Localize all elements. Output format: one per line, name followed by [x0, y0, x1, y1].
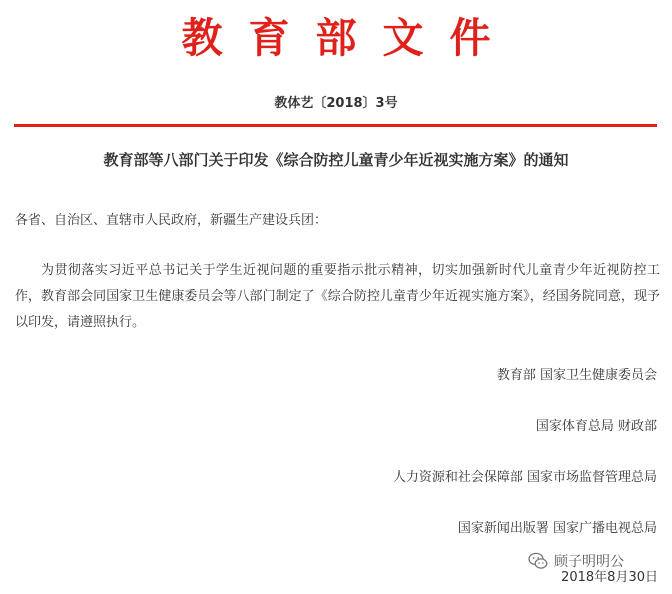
signatory-line: 国家体育总局 财政部: [535, 419, 657, 434]
document-date: 2018年8月30日: [561, 570, 658, 585]
document-number: 教体艺〔2018〕3号: [274, 96, 398, 111]
watermark-text: 顾子明明公: [554, 554, 624, 570]
wechat-icon: [528, 551, 548, 571]
notice-title: 教育部等八部门关于印发《综合防控儿童青少年近视实施方案》的通知: [103, 151, 569, 169]
document-header-title: 教育部文件: [181, 14, 517, 62]
salutation: 各省、自治区、直辖市人民政府，新疆生产建设兵团：: [15, 213, 328, 228]
signatory-line: 国家新闻出版署 国家广播电视总局: [457, 521, 657, 536]
body-paragraph: 为贯彻落实习近平总书记关于学生近视问题的重要指示批示精神，切实加强新时代儿童青少年近视防控工作，教育部会同国家卫生健康委员会等八部门制定了《综合防控儿童青少年近视实施方案》，经国务院同意，现予以印发，请遵照执行。: [15, 263, 660, 330]
signatory-line: 教育部 国家卫生健康委员会: [496, 368, 657, 383]
header-red-rule: [14, 124, 657, 127]
signatory-line: 人力资源和社会保障部 国家市场监督管理总局: [392, 470, 657, 485]
